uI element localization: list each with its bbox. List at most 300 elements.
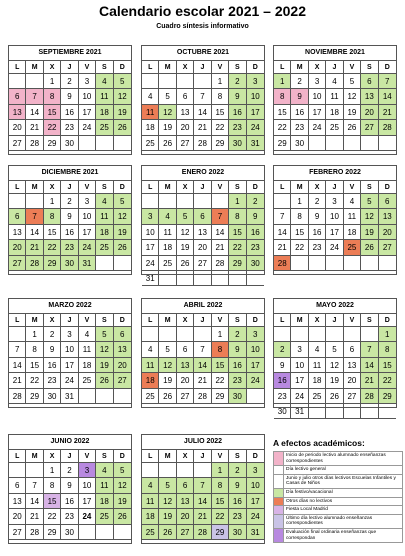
day-cell: 3 xyxy=(79,463,96,478)
day-cell: 5 xyxy=(114,74,131,89)
day-cell: 19 xyxy=(159,509,176,524)
empty-cell xyxy=(9,463,26,478)
day-cell: 18 xyxy=(79,358,96,373)
day-cell: 18 xyxy=(326,105,343,120)
day-cell: 31 xyxy=(247,525,264,540)
day-cell: 7 xyxy=(212,209,229,224)
day-cell: 21 xyxy=(26,120,43,135)
day-cell: 17 xyxy=(79,494,96,509)
empty-cell xyxy=(159,74,176,89)
day-cell: 10 xyxy=(142,225,159,240)
day-cell: 4 xyxy=(96,194,113,209)
day-cell: 20 xyxy=(114,358,131,373)
weekday-header: J xyxy=(61,314,78,327)
empty-cell xyxy=(96,525,113,540)
day-cell: 9 xyxy=(229,342,246,357)
month-days-grid xyxy=(274,181,396,271)
day-cell: 27 xyxy=(344,389,361,404)
day-cell: 12 xyxy=(159,358,176,373)
weekday-header: J xyxy=(326,181,343,194)
day-cell: 22 xyxy=(212,120,229,135)
day-cell: 11 xyxy=(326,89,343,104)
day-cell: 21 xyxy=(194,509,211,524)
month-name: JUNIO 2022 xyxy=(9,435,131,450)
day-cell: 9 xyxy=(44,342,61,357)
day-cell: 16 xyxy=(309,225,326,240)
day-cell: 21 xyxy=(9,373,26,388)
weekday-header: X xyxy=(44,61,61,74)
day-cell: 3 xyxy=(79,194,96,209)
legend-swatch xyxy=(274,489,284,497)
legend-label: Junio y julio otros días lectivos Escuelas Infantiles y Casas de Niños xyxy=(286,475,396,487)
day-cell: 26 xyxy=(344,120,361,135)
weekday-header: M xyxy=(26,314,43,327)
empty-cell xyxy=(159,463,176,478)
day-cell: 13 xyxy=(361,89,378,104)
day-cell: 11 xyxy=(142,494,159,509)
month-days-grid xyxy=(274,61,396,151)
day-cell: 25 xyxy=(142,136,159,151)
day-cell: 15 xyxy=(212,358,229,373)
day-cell: 19 xyxy=(159,373,176,388)
day-cell: 1 xyxy=(26,327,43,342)
empty-cell xyxy=(344,404,361,419)
day-cell: 2 xyxy=(309,194,326,209)
day-cell: 11 xyxy=(159,225,176,240)
day-cell: 20 xyxy=(361,105,378,120)
day-cell: 6 xyxy=(114,327,131,342)
day-cell: 22 xyxy=(26,373,43,388)
month-name: MARZO 2022 xyxy=(9,299,131,314)
day-cell: 16 xyxy=(61,105,78,120)
day-cell: 6 xyxy=(9,478,26,493)
weekday-header: M xyxy=(26,61,43,74)
legend-title: A efectos académicos: xyxy=(273,438,365,448)
weekday-header: X xyxy=(309,314,326,327)
empty-cell xyxy=(361,327,378,342)
day-cell: 3 xyxy=(61,327,78,342)
day-cell: 10 xyxy=(247,342,264,357)
legend-item xyxy=(273,451,403,465)
empty-cell xyxy=(194,271,211,286)
legend-label: Día festivo/vacacional xyxy=(286,489,333,495)
day-cell: 16 xyxy=(229,358,246,373)
weekday-header: L xyxy=(142,181,159,194)
day-cell: 23 xyxy=(309,240,326,255)
day-cell: 17 xyxy=(247,494,264,509)
weekday-header: D xyxy=(114,181,131,194)
day-cell: 27 xyxy=(9,136,26,151)
month-days-grid xyxy=(274,314,396,419)
empty-cell xyxy=(114,256,131,271)
legend-item xyxy=(273,488,403,497)
day-cell: 26 xyxy=(96,373,113,388)
day-cell: 7 xyxy=(274,209,291,224)
day-cell: 13 xyxy=(9,225,26,240)
day-cell: 10 xyxy=(79,478,96,493)
day-cell: 10 xyxy=(309,89,326,104)
empty-cell xyxy=(114,525,131,540)
day-cell: 27 xyxy=(9,525,26,540)
month-days-grid xyxy=(9,181,131,271)
weekday-header: J xyxy=(194,61,211,74)
weekday-header: D xyxy=(379,314,396,327)
weekday-header: J xyxy=(326,61,343,74)
day-cell: 5 xyxy=(177,209,194,224)
weekday-header: V xyxy=(344,61,361,74)
month-9 xyxy=(8,434,132,544)
day-cell: 19 xyxy=(344,105,361,120)
legend-swatch xyxy=(274,498,284,506)
day-cell: 17 xyxy=(309,105,326,120)
weekday-header: L xyxy=(142,450,159,463)
day-cell: 29 xyxy=(212,389,229,404)
day-cell: 8 xyxy=(44,89,61,104)
weekday-header: V xyxy=(212,314,229,327)
weekday-header: V xyxy=(212,181,229,194)
month-days-grid xyxy=(142,61,264,151)
day-cell: 13 xyxy=(194,225,211,240)
day-cell: 27 xyxy=(177,389,194,404)
weekday-header: M xyxy=(159,314,176,327)
day-cell: 15 xyxy=(44,494,61,509)
day-cell: 12 xyxy=(177,225,194,240)
empty-cell xyxy=(212,194,229,209)
day-cell: 14 xyxy=(379,89,396,104)
day-cell: 20 xyxy=(9,240,26,255)
day-cell: 25 xyxy=(96,509,113,524)
day-cell: 18 xyxy=(96,105,113,120)
day-cell: 9 xyxy=(309,209,326,224)
day-cell: 2 xyxy=(61,194,78,209)
day-cell: 3 xyxy=(142,209,159,224)
day-cell: 21 xyxy=(212,240,229,255)
day-cell: 25 xyxy=(309,389,326,404)
day-cell: 17 xyxy=(247,358,264,373)
weekday-header: S xyxy=(229,61,246,74)
day-cell: 26 xyxy=(326,389,343,404)
day-cell: 14 xyxy=(9,358,26,373)
day-cell: 20 xyxy=(177,509,194,524)
day-cell: 7 xyxy=(26,89,43,104)
day-cell: 16 xyxy=(274,373,291,388)
empty-cell xyxy=(26,74,43,89)
weekday-header: S xyxy=(96,314,113,327)
weekday-header: L xyxy=(274,314,291,327)
weekday-header: M xyxy=(291,61,308,74)
month-6 xyxy=(8,298,132,408)
day-cell: 17 xyxy=(79,225,96,240)
day-cell: 27 xyxy=(194,256,211,271)
day-cell: 13 xyxy=(114,342,131,357)
empty-cell xyxy=(361,136,378,151)
day-cell: 7 xyxy=(26,478,43,493)
day-cell: 30 xyxy=(229,389,246,404)
day-cell: 29 xyxy=(274,136,291,151)
day-cell: 25 xyxy=(142,525,159,540)
day-cell: 4 xyxy=(79,327,96,342)
month-name: SEPTIEMBRE 2021 xyxy=(9,46,131,61)
legend-label: Fiesta Local Madrid xyxy=(286,507,328,513)
day-cell: 4 xyxy=(159,209,176,224)
day-cell: 8 xyxy=(212,478,229,493)
day-cell: 10 xyxy=(326,209,343,224)
weekday-header: L xyxy=(142,61,159,74)
day-cell: 12 xyxy=(114,478,131,493)
day-cell: 10 xyxy=(79,89,96,104)
empty-cell xyxy=(96,389,113,404)
empty-cell xyxy=(9,327,26,342)
day-cell: 15 xyxy=(212,494,229,509)
day-cell: 13 xyxy=(177,105,194,120)
day-cell: 7 xyxy=(9,342,26,357)
weekday-header: J xyxy=(326,314,343,327)
weekday-header: X xyxy=(44,314,61,327)
weekday-header: S xyxy=(229,181,246,194)
weekday-header: X xyxy=(177,314,194,327)
day-cell: 25 xyxy=(142,389,159,404)
day-cell: 15 xyxy=(26,358,43,373)
day-cell: 12 xyxy=(159,494,176,509)
weekday-header: D xyxy=(247,181,264,194)
day-cell: 30 xyxy=(229,136,246,151)
empty-cell xyxy=(291,327,308,342)
empty-cell xyxy=(177,463,194,478)
day-cell: 12 xyxy=(344,89,361,104)
day-cell: 6 xyxy=(194,209,211,224)
day-cell: 18 xyxy=(96,494,113,509)
month-4 xyxy=(141,165,265,283)
day-cell: 2 xyxy=(247,194,264,209)
day-cell: 9 xyxy=(274,358,291,373)
legend-swatch xyxy=(274,452,284,465)
day-cell: 29 xyxy=(26,389,43,404)
day-cell: 9 xyxy=(61,209,78,224)
day-cell: 24 xyxy=(142,256,159,271)
empty-cell xyxy=(177,327,194,342)
day-cell: 8 xyxy=(212,89,229,104)
day-cell: 13 xyxy=(9,105,26,120)
day-cell: 17 xyxy=(61,358,78,373)
weekday-header: J xyxy=(194,450,211,463)
day-cell: 22 xyxy=(212,509,229,524)
day-cell: 23 xyxy=(291,120,308,135)
empty-cell xyxy=(379,136,396,151)
weekday-header: M xyxy=(291,181,308,194)
day-cell: 6 xyxy=(344,342,361,357)
day-cell: 11 xyxy=(142,105,159,120)
weekday-header: J xyxy=(194,181,211,194)
weekday-header: D xyxy=(247,314,264,327)
day-cell: 4 xyxy=(142,342,159,357)
day-cell: 16 xyxy=(44,358,61,373)
weekday-header: X xyxy=(309,61,326,74)
empty-cell xyxy=(326,256,343,271)
day-cell: 12 xyxy=(326,358,343,373)
day-cell: 19 xyxy=(326,373,343,388)
legend-swatch xyxy=(274,506,284,514)
month-name: ENERO 2022 xyxy=(142,166,264,181)
month-name: DICIEMBRE 2021 xyxy=(9,166,131,181)
weekday-header: V xyxy=(79,61,96,74)
empty-cell xyxy=(344,327,361,342)
day-cell: 31 xyxy=(247,136,264,151)
day-cell: 6 xyxy=(177,342,194,357)
page-title: Calendario escolar 2021 – 2022 xyxy=(98,3,307,19)
day-cell: 26 xyxy=(114,240,131,255)
day-cell: 7 xyxy=(26,209,43,224)
day-cell: 6 xyxy=(177,89,194,104)
month-8 xyxy=(273,298,397,416)
legend-list xyxy=(273,451,403,543)
day-cell: 18 xyxy=(142,509,159,524)
day-cell: 2 xyxy=(229,74,246,89)
legend-item xyxy=(273,505,403,514)
day-cell: 29 xyxy=(379,389,396,404)
day-cell: 16 xyxy=(229,494,246,509)
day-cell: 20 xyxy=(9,509,26,524)
day-cell: 5 xyxy=(114,463,131,478)
day-cell: 2 xyxy=(61,74,78,89)
empty-cell xyxy=(309,136,326,151)
day-cell: 7 xyxy=(194,342,211,357)
day-cell: 19 xyxy=(114,105,131,120)
empty-cell xyxy=(177,271,194,286)
legend-label: Día lectivo general xyxy=(286,467,326,473)
weekday-header: V xyxy=(79,450,96,463)
day-cell: 26 xyxy=(114,509,131,524)
month-days-grid xyxy=(142,181,264,286)
weekday-header: L xyxy=(274,61,291,74)
weekday-header: S xyxy=(229,450,246,463)
day-cell: 19 xyxy=(177,240,194,255)
day-cell: 12 xyxy=(159,105,176,120)
day-cell: 4 xyxy=(326,74,343,89)
day-cell: 27 xyxy=(379,240,396,255)
month-days-grid xyxy=(9,61,131,151)
page-subtitle: Cuadro síntesis informativo xyxy=(156,23,249,30)
empty-cell xyxy=(79,389,96,404)
day-cell: 19 xyxy=(159,120,176,135)
legend-label: Otros días no lectivos xyxy=(286,498,333,504)
day-cell: 7 xyxy=(361,342,378,357)
weekday-header: D xyxy=(379,181,396,194)
day-cell: 11 xyxy=(96,89,113,104)
empty-cell xyxy=(177,194,194,209)
day-cell: 11 xyxy=(79,342,96,357)
day-cell: 9 xyxy=(61,89,78,104)
weekday-header: S xyxy=(229,314,246,327)
empty-cell xyxy=(194,327,211,342)
day-cell: 3 xyxy=(247,74,264,89)
day-cell: 23 xyxy=(61,509,78,524)
legend-item xyxy=(273,497,403,506)
day-cell: 23 xyxy=(229,373,246,388)
empty-cell xyxy=(344,136,361,151)
empty-cell xyxy=(114,136,131,151)
day-cell: 24 xyxy=(247,509,264,524)
weekday-header: D xyxy=(247,450,264,463)
day-cell: 24 xyxy=(291,389,308,404)
day-cell: 17 xyxy=(79,105,96,120)
day-cell: 1 xyxy=(212,463,229,478)
day-cell: 5 xyxy=(96,327,113,342)
empty-cell xyxy=(326,136,343,151)
month-name: FEBRERO 2022 xyxy=(274,166,396,181)
day-cell: 12 xyxy=(114,209,131,224)
day-cell: 4 xyxy=(344,194,361,209)
day-cell: 21 xyxy=(194,120,211,135)
day-cell: 28 xyxy=(379,120,396,135)
weekday-header: J xyxy=(61,61,78,74)
day-cell: 24 xyxy=(79,509,96,524)
day-cell: 27 xyxy=(361,120,378,135)
day-cell: 30 xyxy=(44,389,61,404)
day-cell: 23 xyxy=(61,240,78,255)
empty-cell xyxy=(177,74,194,89)
weekday-header: S xyxy=(96,450,113,463)
day-cell: 8 xyxy=(229,209,246,224)
day-cell: 7 xyxy=(379,74,396,89)
day-cell: 23 xyxy=(229,120,246,135)
day-cell: 18 xyxy=(344,225,361,240)
day-cell: 20 xyxy=(379,225,396,240)
weekday-header: X xyxy=(177,181,194,194)
month-days-grid xyxy=(142,314,264,404)
day-cell: 25 xyxy=(79,373,96,388)
empty-cell xyxy=(96,256,113,271)
day-cell: 27 xyxy=(9,256,26,271)
weekday-header: L xyxy=(9,181,26,194)
day-cell: 20 xyxy=(9,120,26,135)
month-days-grid xyxy=(142,450,264,540)
day-cell: 11 xyxy=(96,478,113,493)
legend-swatch xyxy=(274,529,284,542)
weekday-header: L xyxy=(142,314,159,327)
day-cell: 2 xyxy=(229,327,246,342)
weekday-header: S xyxy=(361,181,378,194)
day-cell: 6 xyxy=(361,74,378,89)
day-cell: 24 xyxy=(326,240,343,255)
day-cell: 10 xyxy=(247,89,264,104)
empty-cell xyxy=(26,463,43,478)
day-cell: 19 xyxy=(96,358,113,373)
day-cell: 5 xyxy=(159,89,176,104)
day-cell: 31 xyxy=(291,404,308,419)
weekday-header: J xyxy=(61,181,78,194)
day-cell: 5 xyxy=(361,194,378,209)
day-cell: 9 xyxy=(229,89,246,104)
empty-cell xyxy=(361,256,378,271)
legend-swatch xyxy=(274,515,284,528)
empty-cell xyxy=(229,271,246,286)
month-3 xyxy=(8,165,132,275)
day-cell: 8 xyxy=(44,209,61,224)
day-cell: 1 xyxy=(274,74,291,89)
day-cell: 28 xyxy=(194,136,211,151)
day-cell: 13 xyxy=(344,358,361,373)
day-cell: 26 xyxy=(159,525,176,540)
day-cell: 4 xyxy=(309,342,326,357)
day-cell: 22 xyxy=(44,240,61,255)
day-cell: 1 xyxy=(44,194,61,209)
legend xyxy=(273,438,403,543)
day-cell: 2 xyxy=(291,74,308,89)
day-cell: 8 xyxy=(379,342,396,357)
weekday-header: J xyxy=(194,314,211,327)
day-cell: 3 xyxy=(247,463,264,478)
month-1 xyxy=(141,45,265,155)
